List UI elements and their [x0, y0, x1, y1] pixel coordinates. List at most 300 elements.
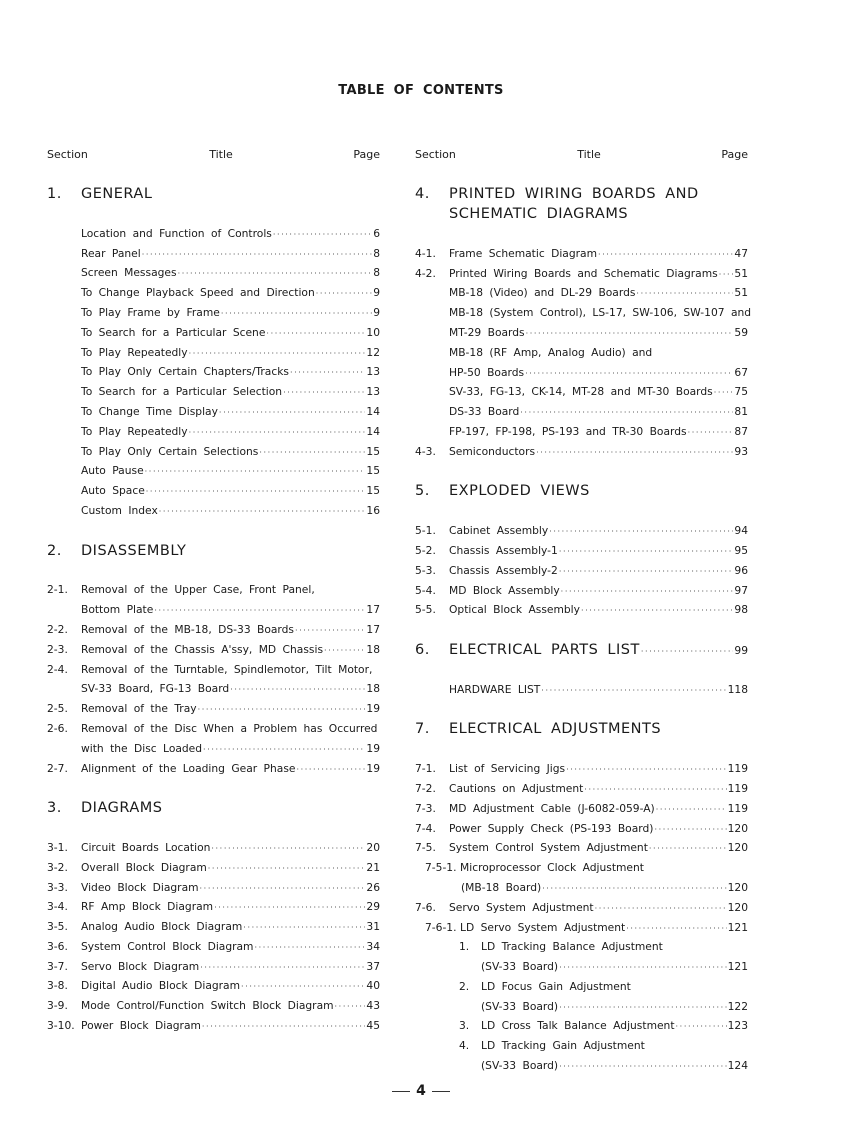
entry-page: 120 [727, 880, 748, 894]
toc-entry [47, 917, 380, 937]
toc-entry [47, 382, 380, 402]
entry-title: Mode Control/Function Switch Block Diagram [81, 999, 334, 1013]
entry-text [449, 799, 748, 820]
entry-text [81, 303, 380, 324]
entry-text [449, 680, 748, 701]
dot-leader [219, 403, 365, 423]
entry-text [81, 620, 380, 641]
entry-page: 31 [366, 920, 380, 934]
entry-text [81, 719, 377, 739]
entry-text [449, 838, 748, 859]
entry-page: 40 [366, 979, 380, 993]
entry-number: 3-3. [47, 880, 68, 894]
entry-text [81, 343, 380, 364]
toc-entry [415, 264, 748, 284]
entry-text [449, 640, 748, 662]
entry-page: 124 [727, 1059, 748, 1073]
toc-entry [47, 897, 380, 917]
dot-leader [525, 364, 733, 384]
toc-entry [47, 442, 380, 462]
entry-text [81, 897, 380, 918]
entry-number: 7. [415, 721, 430, 738]
toc-entry [415, 363, 748, 383]
toc-entry [415, 680, 748, 700]
entry-page: 15 [366, 464, 380, 478]
entry-title: Printed Wiring Boards and Schematic Diagrams [449, 266, 718, 280]
page-number: 4 [416, 1083, 426, 1099]
entry-page: 45 [366, 1019, 380, 1033]
entry-title: HP-50 Boards [449, 365, 525, 379]
entry-number: 1. [459, 940, 470, 954]
toc-entry [47, 719, 380, 739]
entry-title: MD Block Assembly [449, 583, 560, 597]
entry-title: Semiconductors [449, 444, 536, 458]
entry-text [81, 481, 380, 502]
entry-text [481, 997, 748, 1018]
entry-text [81, 1016, 380, 1037]
toc-entry [47, 402, 380, 422]
entry-text [449, 600, 748, 621]
entry-title: Removal of the Chassis A'ssy, MD Chassis [81, 642, 324, 656]
toc-entry [415, 997, 748, 1017]
dot-leader [688, 423, 734, 443]
entry-number: 7-5-1. [425, 861, 457, 875]
entry-title: To Change Playback Speed and Direction [81, 286, 315, 300]
toc-entry [47, 976, 380, 996]
entry-page: 15 [366, 484, 380, 498]
entry-text [460, 858, 644, 878]
entry-title: Servo Block Diagram [81, 959, 200, 973]
entry-title: To Play Repeatedly [81, 424, 188, 438]
toc-entry [47, 362, 380, 382]
entry-title: Alignment of the Loading Gear Phase [81, 761, 296, 775]
entry-page: 96 [734, 563, 748, 577]
toc-entry [47, 323, 380, 343]
toc-entry [415, 581, 748, 601]
entry-title: SV-33, FG-13, CK-14, MT-28 and MT-30 Boards [449, 385, 713, 399]
toc-section-heading [415, 719, 748, 739]
dot-leader [208, 859, 366, 879]
toc-entry [415, 937, 748, 957]
toc-list-left [47, 184, 380, 1036]
entry-text [81, 660, 372, 680]
entry-page: 37 [366, 959, 380, 973]
entry-page: 13 [366, 385, 380, 399]
entry-title: Circuit Boards Location [81, 840, 211, 854]
entry-text [460, 918, 748, 939]
entry-number: 2-4. [47, 662, 68, 676]
dot-leader [214, 898, 365, 918]
entry-text [449, 184, 699, 204]
entry-title: LD Focus Gain Adjustment [481, 979, 631, 993]
dot-leader [189, 344, 366, 364]
entry-number: 3-5. [47, 920, 68, 934]
entry-text [81, 323, 380, 344]
entry-title: Optical Block Assembly [449, 603, 580, 617]
entry-text [449, 422, 748, 443]
toc-entry [47, 957, 380, 977]
toc-entry [415, 838, 748, 858]
entry-number: 7-6. [415, 900, 436, 914]
spacer [415, 739, 748, 759]
entry-text [449, 521, 748, 542]
toc-entry [47, 224, 380, 244]
toc-entry [415, 303, 752, 323]
entry-text [81, 878, 380, 899]
toc-entry [47, 501, 380, 521]
dot-leader [159, 502, 366, 522]
spacer [415, 660, 748, 680]
entry-text [449, 481, 590, 501]
entry-title: System Control System Adjustment [449, 841, 648, 855]
entry-text [449, 581, 748, 602]
entry-title: Microprocessor Clock Adjustment [460, 861, 644, 875]
entry-number: 5-1. [415, 524, 436, 538]
toc-entry [415, 382, 748, 402]
footer-dash [432, 1091, 450, 1092]
entry-text [81, 580, 315, 600]
toc-entry [415, 343, 748, 363]
dot-leader [559, 1057, 727, 1077]
entry-page: 123 [727, 1019, 748, 1033]
toc-entry [47, 244, 380, 264]
entry-text [81, 362, 380, 383]
entry-title: Cabinet Assembly [449, 524, 549, 538]
entry-title: Removal of the Disc When a Problem has Occurred [81, 721, 378, 735]
entry-number: 7-2. [415, 781, 436, 795]
spacer [415, 501, 748, 521]
entry-title: ELECTRICAL PARTS LIST [449, 641, 640, 658]
dot-leader [230, 680, 365, 700]
dot-leader [595, 899, 727, 919]
entry-number: 2-6. [47, 721, 68, 735]
entry-title: Cautions on Adjustment [449, 781, 584, 795]
entry-title: Digital Audio Block Diagram [81, 979, 241, 993]
entry-number: 3-7. [47, 959, 68, 973]
entry-number: 3-1. [47, 840, 68, 854]
toc-entry [415, 561, 748, 581]
spacer [47, 521, 380, 541]
entry-text [449, 779, 748, 800]
toc-entry [415, 898, 748, 918]
toc-entry [47, 937, 380, 957]
entry-number: 2-5. [47, 702, 68, 716]
dot-leader [202, 1017, 365, 1037]
entry-title: Video Block Diagram [81, 880, 199, 894]
toc-entry [47, 303, 380, 323]
toc-entry [415, 1056, 748, 1076]
entry-text [449, 244, 748, 265]
toc-entry [47, 263, 380, 283]
entry-page: 51 [734, 286, 748, 300]
entry-text [81, 858, 380, 879]
toc-section-heading [47, 798, 380, 818]
entry-text [81, 838, 380, 859]
entry-number: 3-2. [47, 860, 68, 874]
entry-text [449, 442, 748, 463]
entry-text [449, 382, 748, 403]
toc-entry [415, 878, 748, 898]
entry-text [81, 283, 380, 304]
entry-title: To Change Time Display [81, 404, 218, 418]
toc-entry [47, 580, 380, 600]
entry-title: FP-197, FP-198, PS-193 and TR-30 Boards [449, 424, 687, 438]
spacer [415, 462, 748, 482]
entry-page: 17 [366, 603, 380, 617]
toc-entry [47, 600, 380, 620]
spacer [47, 778, 380, 798]
entry-title: Bottom Plate [81, 603, 154, 617]
page-footer [0, 1083, 842, 1099]
dot-leader [221, 304, 372, 324]
dot-leader [243, 918, 365, 938]
toc-entry [415, 779, 748, 799]
entry-page: 67 [734, 365, 748, 379]
entry-title: PRINTED WIRING BOARDS AND [449, 186, 699, 202]
entry-number: 3-4. [47, 900, 68, 914]
entry-title: MT-29 Boards [449, 325, 525, 339]
entry-text [449, 283, 748, 304]
entry-page: 97 [734, 583, 748, 597]
dot-leader [324, 641, 365, 661]
entry-page: 10 [366, 325, 380, 339]
header-title: Title [209, 148, 233, 161]
toc-entry [47, 996, 380, 1016]
entry-page: 19 [366, 702, 380, 716]
toc-entry [47, 679, 380, 699]
entry-number: 7-4. [415, 821, 436, 835]
entry-title: To Play Only Certain Chapters/Tracks [81, 365, 289, 379]
entry-title: List of Servicing Jigs [449, 762, 566, 776]
toc-entry [47, 283, 380, 303]
dot-leader [561, 582, 734, 602]
entry-number: 4-3. [415, 444, 436, 458]
entry-title: (MB-18 Board) [461, 880, 542, 894]
entry-title: Auto Space [81, 484, 145, 498]
entry-title: MB-18 (Video) and DL-29 Boards [449, 286, 636, 300]
dot-leader [656, 800, 727, 820]
entry-page: 120 [727, 841, 748, 855]
dot-leader [254, 938, 365, 958]
spacer [415, 224, 748, 244]
entry-title: Location and Function of Controls [81, 226, 272, 240]
dot-leader [178, 264, 373, 284]
dot-leader [636, 284, 733, 304]
entry-page: 17 [366, 622, 380, 636]
entry-page: 81 [734, 405, 748, 419]
dot-leader [549, 522, 733, 542]
dot-leader [200, 958, 365, 978]
entry-text [449, 759, 748, 780]
dot-leader [559, 958, 727, 978]
entry-title: with the Disc Loaded [81, 741, 203, 755]
entry-title: To Search for a Particular Scene [81, 325, 266, 339]
dot-leader [259, 443, 365, 463]
entry-page: 34 [366, 939, 380, 953]
entry-text [81, 382, 380, 403]
entry-text [81, 679, 380, 700]
entry-title: Rear Panel [81, 246, 141, 260]
entry-title: Overall Block Diagram [81, 860, 207, 874]
entry-page: 26 [366, 880, 380, 894]
entry-title: SCHEMATIC DIAGRAMS [449, 206, 629, 222]
entry-number: 2-2. [47, 622, 68, 636]
toc-entry [415, 283, 748, 303]
entry-text [81, 600, 380, 621]
entry-text [81, 759, 380, 780]
entry-title: DIAGRAMS [81, 800, 163, 817]
toc-entry [47, 343, 380, 363]
dot-leader [146, 482, 366, 502]
entry-number: 5-5. [415, 603, 436, 617]
entry-text [81, 798, 162, 818]
dot-leader [541, 681, 726, 701]
entry-page: 120 [727, 900, 748, 914]
entry-text [81, 917, 380, 938]
toc-entry [47, 640, 380, 660]
dot-leader [641, 642, 734, 662]
entry-page: 75 [734, 385, 748, 399]
entry-text [449, 303, 751, 323]
entry-title: Removal of the Tray [81, 702, 197, 716]
entry-number: 6. [415, 641, 430, 658]
entry-text [81, 541, 186, 561]
spacer [47, 204, 380, 224]
entry-text [81, 996, 380, 1017]
dot-leader [200, 879, 366, 899]
entry-page: 13 [366, 365, 380, 379]
entry-number: 3-9. [47, 999, 68, 1013]
toc-entry [415, 957, 748, 977]
entry-title: System Control Block Diagram [81, 939, 254, 953]
dot-leader [714, 383, 734, 403]
entry-title: MB-18 (RF Amp, Analog Audio) and [449, 345, 653, 359]
dot-leader [559, 998, 727, 1018]
dot-leader [203, 740, 365, 760]
entry-text [81, 422, 380, 443]
entry-page: 9 [373, 286, 380, 300]
dot-leader [581, 601, 733, 621]
entry-page: 120 [727, 821, 748, 835]
entry-title: Removal of the MB-18, DS-33 Boards [81, 622, 294, 636]
entry-title: To Play Frame by Frame [81, 305, 220, 319]
entry-title: HARDWARE LIST [449, 682, 541, 696]
toc-entry [47, 660, 380, 680]
entry-title: (SV-33 Board) [481, 1059, 559, 1073]
entry-page: 14 [366, 404, 380, 418]
entry-number: 7-3. [415, 801, 436, 815]
entry-title: LD Servo System Adjustment [460, 920, 626, 934]
entry-text [81, 739, 380, 760]
dot-leader [142, 245, 372, 265]
entry-number: 5-4. [415, 583, 436, 597]
entry-page: 119 [727, 762, 748, 776]
entry-number: 2. [459, 979, 470, 993]
entry-page: 47 [734, 246, 748, 260]
entry-title: Power Block Diagram [81, 1019, 201, 1033]
entry-title: Chassis Assembly-1 [449, 543, 558, 557]
toc-entry [47, 461, 380, 481]
dot-leader [283, 383, 365, 403]
entry-number: 3. [459, 1019, 470, 1033]
dot-leader [241, 977, 365, 997]
entry-number: 4-2. [415, 266, 436, 280]
entry-page: 119 [727, 781, 748, 795]
entry-page: 15 [366, 444, 380, 458]
entry-title: Removal of the Upper Case, Front Panel, [81, 583, 315, 597]
entry-page: 93 [734, 444, 748, 458]
entry-number: 4-1. [415, 246, 436, 260]
entry-page: 6 [373, 226, 380, 240]
header-page: Page [721, 148, 748, 161]
header-page: Page [353, 148, 380, 161]
entry-number: 2-1. [47, 583, 68, 597]
entry-page: 59 [734, 325, 748, 339]
entry-number: 3-6. [47, 939, 68, 953]
entry-title: Auto Pause [81, 464, 144, 478]
entry-text [481, 1036, 645, 1056]
toc-entry [47, 620, 380, 640]
toc-entry [47, 422, 380, 442]
dot-leader [626, 919, 726, 939]
entry-title: To Play Repeatedly [81, 345, 188, 359]
toc-entry [415, 422, 748, 442]
entry-text [449, 264, 748, 285]
header-section: Section [415, 148, 456, 161]
entry-page: 20 [366, 840, 380, 854]
spacer [47, 818, 380, 838]
toc-entry [415, 323, 748, 343]
dot-leader [566, 760, 726, 780]
toc-section-heading [415, 481, 748, 501]
entry-text [461, 878, 748, 899]
entry-title: Power Supply Check (PS-193 Board) [449, 821, 654, 835]
entry-title: Removal of the Turntable, Spindlemotor, Tilt Motor, [81, 662, 373, 676]
spacer [47, 561, 380, 581]
entry-text [81, 402, 380, 423]
dot-leader [145, 462, 366, 482]
entry-page: 122 [727, 999, 748, 1013]
toc-entry [415, 402, 748, 422]
entry-text [81, 461, 380, 482]
entry-text [81, 976, 380, 997]
entry-number: 4. [459, 1039, 470, 1053]
entry-page: 98 [734, 603, 748, 617]
toc-section-heading [47, 541, 380, 561]
entry-title: Custom Index [81, 503, 158, 517]
toc-entry [415, 759, 748, 779]
dot-leader [649, 839, 727, 859]
entry-title: SV-33 Board, FG-13 Board [81, 682, 230, 696]
header-section: Section [47, 148, 88, 161]
entry-page: 29 [366, 900, 380, 914]
entry-page: 19 [366, 741, 380, 755]
toc-column-left [47, 148, 380, 1036]
toc-column-right [415, 148, 752, 1076]
dot-leader [584, 780, 726, 800]
dot-leader [273, 225, 372, 245]
entry-title: DS-33 Board [449, 405, 520, 419]
dot-leader [520, 403, 733, 423]
entry-text [81, 224, 380, 245]
entry-text [449, 363, 748, 384]
toc-entry [47, 858, 380, 878]
entry-number: 5-3. [415, 563, 436, 577]
entry-text [81, 937, 380, 958]
entry-number: 7-1. [415, 762, 436, 776]
entry-page: 87 [734, 424, 748, 438]
entry-text [449, 323, 748, 344]
